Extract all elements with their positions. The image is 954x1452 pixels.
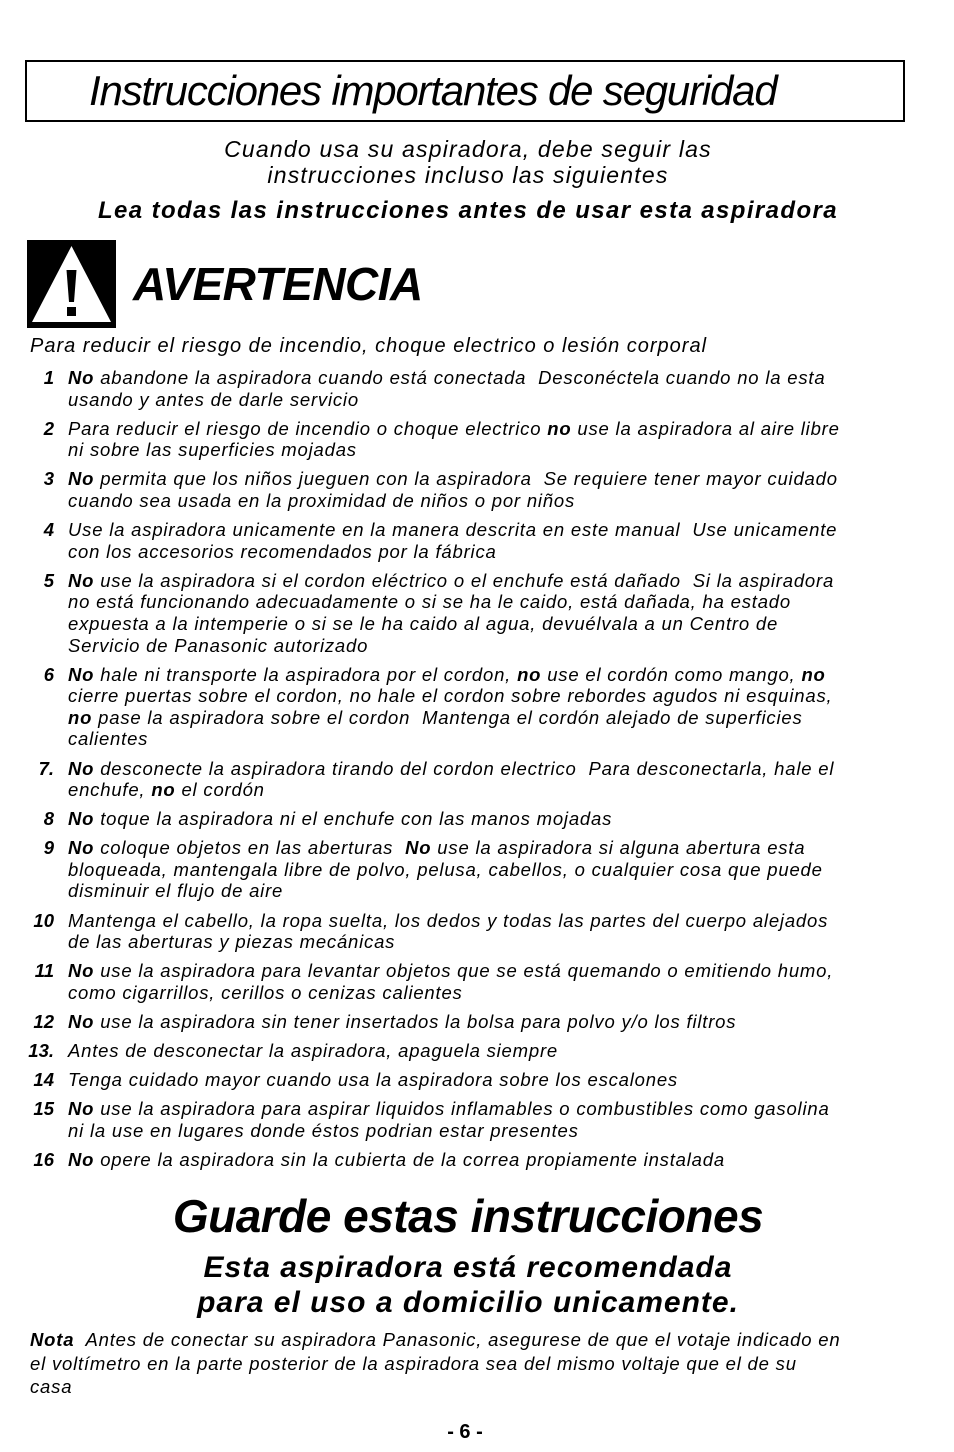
text-segment: no está funcionando adecuadamente o si se ha le caido, está dañada, ha estado xyxy=(68,591,791,613)
text-line xyxy=(68,960,954,982)
safety-item xyxy=(0,837,954,902)
safety-item xyxy=(0,1040,954,1062)
text-segment: calientes xyxy=(68,728,149,750)
bold-text-segment: Nota xyxy=(30,1329,75,1350)
text-line xyxy=(30,1375,840,1399)
text-line xyxy=(68,859,954,881)
item-text xyxy=(68,960,954,1003)
text-line xyxy=(68,468,954,490)
text-line xyxy=(68,1098,954,1120)
text-line xyxy=(68,758,954,780)
item-number: 13. xyxy=(28,1040,54,1062)
item-text xyxy=(68,418,954,461)
text-segment: Antes de conectar su aspiradora Panasonic, asegurese de que el votaje indicado en xyxy=(74,1329,841,1350)
text-line xyxy=(68,910,954,932)
text-line xyxy=(68,707,954,729)
item-text xyxy=(68,1098,954,1141)
text-segment: Servicio de Panasonic autorizado xyxy=(68,634,369,656)
text-segment: ni sobre las superficies mojadas xyxy=(68,439,357,461)
text-segment: pase la aspiradora sobre el cordon Mantenga el cordón alejado de superficies xyxy=(92,706,803,728)
text-segment: bloqueada, mantengala libre de polvo, pelusa, cabellos, o cualquier cosa que puede xyxy=(68,858,823,880)
item-number: 7. xyxy=(38,757,54,779)
text-segment: use la aspiradora para aspirar liquidos inflamables o combustibles como gasolina xyxy=(94,1098,830,1120)
item-number: 1 xyxy=(43,367,54,388)
text-segment: use la aspiradora para levantar objetos que se está quemando o emitiendo humo, xyxy=(94,960,834,982)
bold-text-segment: No xyxy=(68,569,95,591)
item-number: 11 xyxy=(34,960,54,982)
text-segment: use la aspiradora al aire libre xyxy=(571,417,840,439)
text-segment: coloque objetos en las aberturas xyxy=(94,837,406,859)
text-segment: como cigarrillos, cerillos o cenizas calientes xyxy=(68,981,463,1003)
bold-text-segment: no xyxy=(68,706,93,728)
text-segment: Mantenga el cabello, la ropa suelta, los dedos y todas las partes del cuerpo alejados xyxy=(68,909,829,931)
safety-item xyxy=(0,664,954,750)
text-line xyxy=(68,541,954,563)
text-line xyxy=(30,1352,840,1376)
safety-item xyxy=(0,1149,954,1171)
item-text xyxy=(68,367,954,410)
voltage-note xyxy=(30,1328,840,1399)
text-line xyxy=(68,635,954,657)
item-number: 5 xyxy=(43,569,54,591)
household-use-notice xyxy=(0,1250,936,1320)
text-line xyxy=(68,664,954,686)
safety-item xyxy=(0,367,954,410)
safety-item xyxy=(0,570,954,656)
item-number: 3 xyxy=(43,468,54,490)
text-segment: con los accesorios recomendados por la fábrica xyxy=(68,540,497,562)
text-line xyxy=(68,519,954,541)
bold-text-segment: No xyxy=(68,1148,95,1170)
item-text xyxy=(68,664,954,750)
text-line xyxy=(68,1069,954,1091)
text-segment: hale ni transporte la aspiradora por el cordon, xyxy=(94,663,518,685)
item-number: 14 xyxy=(33,1069,54,1091)
text-line xyxy=(68,837,954,859)
safety-item xyxy=(0,418,954,461)
text-line xyxy=(68,728,954,750)
item-number: 12 xyxy=(33,1010,54,1032)
warning-triangle-icon xyxy=(27,240,116,328)
item-text xyxy=(68,1149,954,1171)
text-line xyxy=(68,367,954,389)
safety-item xyxy=(0,468,954,511)
item-number: 15 xyxy=(33,1098,54,1120)
bold-text-segment: no xyxy=(801,663,826,685)
bold-text-segment: No xyxy=(68,837,95,859)
text-segment: Tenga cuidado mayor cuando usa la aspiradora sobre los escalones xyxy=(68,1069,678,1091)
text-line xyxy=(68,591,954,613)
safety-item xyxy=(0,960,954,1003)
item-text xyxy=(68,1011,954,1033)
bold-text-segment: no xyxy=(517,663,542,685)
text-segment: use la aspiradora si el cordon eléctrico o el enchufe está dañado Si la aspiradora xyxy=(94,569,835,591)
item-text xyxy=(68,910,954,953)
bold-text-segment: No xyxy=(68,960,95,982)
item-number: 16 xyxy=(33,1148,54,1170)
text-segment: casa xyxy=(30,1376,73,1397)
text-line xyxy=(68,1040,954,1062)
text-segment: el cordón xyxy=(175,779,265,801)
item-text xyxy=(68,1040,954,1062)
intro-line: Cuando usa su aspiradora, debe seguir las xyxy=(224,136,712,162)
warning-heading: AVERTENCIA xyxy=(133,258,423,310)
safety-instructions-list xyxy=(0,367,954,1178)
intro-text xyxy=(0,136,936,188)
bold-text-segment: no xyxy=(151,779,176,801)
text-line xyxy=(68,1011,954,1033)
text-line xyxy=(68,418,954,440)
text-segment: disminuir el flujo de aire xyxy=(68,880,284,902)
title-box xyxy=(25,60,905,122)
text-segment: toque la aspiradora ni el enchufe con las manos mojadas xyxy=(94,808,613,830)
safety-item xyxy=(0,758,954,801)
bold-text-segment: No xyxy=(68,808,95,830)
item-text xyxy=(68,837,954,902)
item-number: 4 xyxy=(43,519,54,541)
item-text xyxy=(68,1069,954,1091)
text-line xyxy=(68,389,954,411)
text-line xyxy=(68,1149,954,1171)
read-all-instructions: Lea todas las instrucciones antes de usar esta aspiradora xyxy=(97,197,839,224)
text-line xyxy=(68,880,954,902)
text-segment: de las aberturas y piezas mecánicas xyxy=(68,931,396,953)
text-line xyxy=(68,982,954,1004)
bold-text-segment: No xyxy=(405,837,432,859)
safety-item xyxy=(0,1011,954,1033)
item-number: 8 xyxy=(43,808,54,830)
text-line xyxy=(68,570,954,592)
text-line xyxy=(68,931,954,953)
bold-text-segment: No xyxy=(68,663,95,685)
item-text xyxy=(68,570,954,656)
bold-text-segment: No xyxy=(68,1010,95,1032)
bold-text-segment: No xyxy=(68,757,95,779)
text-segment: expuesta a la intemperie o si se le ha caido al agua, devuélvala a un Centro de xyxy=(68,612,779,634)
text-line xyxy=(68,808,954,830)
text-segment: enchufe, xyxy=(68,779,152,801)
page-title: Instrucciones importantes de seguridad xyxy=(89,67,777,114)
text-line xyxy=(68,685,954,707)
safety-item xyxy=(0,1069,954,1091)
intro-line: instrucciones incluso las siguientes xyxy=(267,162,669,188)
text-segment: Use la aspiradora unicamente en la manera descrita en este manual Use unicamente xyxy=(68,519,838,541)
item-number: 2 xyxy=(43,417,54,439)
bold-text-segment: no xyxy=(547,417,572,439)
safety-item xyxy=(0,910,954,953)
item-text xyxy=(68,758,954,801)
safety-item xyxy=(0,1098,954,1141)
text-line xyxy=(68,779,954,801)
text-line xyxy=(68,439,954,461)
text-line xyxy=(68,1120,954,1142)
text-segment: abandone la aspiradora cuando está conectada Desconéctela cuando no la esta xyxy=(94,367,826,388)
text-line xyxy=(68,613,954,635)
bold-text-segment: No xyxy=(68,468,95,490)
household-use-line: Esta aspiradora está recomendada xyxy=(203,1251,733,1284)
text-segment: use la aspiradora sin tener insertados la bolsa para polvo y/o los filtros xyxy=(94,1010,737,1032)
text-segment: cierre puertas sobre el cordon, no hale el cordon sobre rebordes agudos ni esquinas, xyxy=(68,685,833,707)
text-segment: Antes de desconectar la aspiradora, apaguela siempre xyxy=(68,1040,558,1062)
text-segment: cuando sea usada en la proximidad de niños o por niños xyxy=(68,489,576,511)
text-segment: use la aspiradora si alguna abertura esta xyxy=(431,837,806,859)
bold-text-segment: No xyxy=(68,1098,95,1120)
save-instructions-heading: Guarde estas instrucciones xyxy=(172,1190,764,1242)
household-use-line: para el uso a domicilio unicamente. xyxy=(197,1286,739,1319)
warning-triangle-icon-graphic xyxy=(27,240,116,328)
item-number: 9 xyxy=(43,837,54,859)
item-number: 10 xyxy=(33,909,54,931)
item-text xyxy=(68,519,954,562)
item-text xyxy=(68,808,954,830)
safety-item xyxy=(0,808,954,830)
safety-item xyxy=(0,519,954,562)
text-line xyxy=(68,490,954,512)
text-segment: ni la use en lugares donde éstos podrian estar presentes xyxy=(68,1119,579,1141)
text-line xyxy=(30,1328,840,1352)
text-segment: permita que los niños jueguen con la aspiradora Se requiere tener mayor cuidado xyxy=(94,468,838,490)
page-number: - 6 - xyxy=(447,1421,483,1443)
text-segment: opere la aspiradora sin la cubierta de la correa propiamente instalada xyxy=(94,1148,725,1170)
item-number: 6 xyxy=(43,663,54,685)
text-segment: use el cordón como mango, xyxy=(541,663,802,685)
text-segment: el voltímetro en la parte posterior de la aspiradora sea del mismo voltaje que el de su xyxy=(30,1352,797,1374)
bold-text-segment: No xyxy=(68,367,95,388)
warning-lead: Para reducir el riesgo de incendio, choque electrico o lesión corporal xyxy=(30,335,708,357)
text-segment: desconecte la aspiradora tirando del cordon electrico Para desconectarla, hale el xyxy=(94,757,835,779)
item-text xyxy=(68,468,954,511)
text-segment: usando y antes de darle servicio xyxy=(68,388,359,410)
text-segment: Para reducir el riesgo de incendio o choque electrico xyxy=(68,417,548,439)
